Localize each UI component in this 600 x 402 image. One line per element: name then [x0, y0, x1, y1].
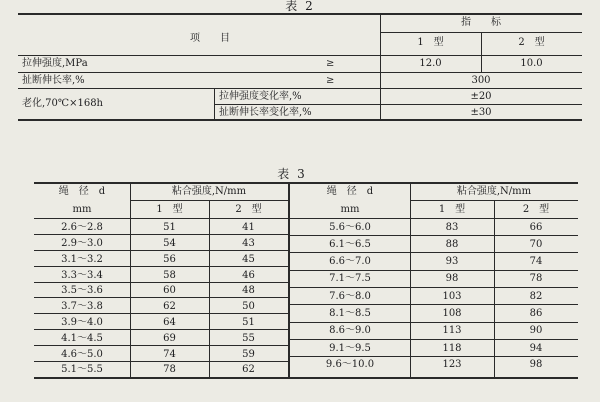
table3-right-d: 9.1～9.5 [329, 343, 371, 354]
table3-left-dia-label: 绳 径 d [58, 186, 106, 197]
table3-right-d: 9.6～10.0 [325, 359, 375, 370]
table3-left-t1: 62 [163, 301, 176, 312]
table3-left-t2: 45 [242, 254, 255, 265]
table3-row-rule [34, 297, 288, 298]
table3-right-t1: 118 [442, 343, 462, 354]
table3-left-d: 3.9～4.0 [61, 317, 103, 328]
table3-row-rule [34, 313, 288, 314]
table2-row1-rule [18, 72, 582, 73]
table3-left-t2: 55 [242, 333, 255, 344]
table3-right-t2: 70 [529, 239, 543, 250]
table2-aging-split [214, 104, 582, 105]
table3-right-d: 8.1～8.5 [329, 308, 371, 319]
table3-right-d: 8.6～9.0 [329, 325, 371, 336]
table3-left-t2: 50 [242, 301, 255, 312]
table3-right-t1: 108 [442, 308, 462, 319]
table3-right-t1: 83 [445, 222, 459, 233]
table3-right-d: 6.1～6.5 [329, 239, 371, 250]
table3-caption: 表 3 [277, 167, 307, 181]
table2-aging-sub1: 拉伸强度变化率,% [219, 91, 302, 102]
table3-left-d: 4.1～4.5 [61, 333, 103, 344]
table3-right-type1: 1 型 [438, 204, 466, 215]
table3-left-d: 3.1～3.2 [61, 254, 103, 265]
table3-left-d: 5.1～5.5 [61, 364, 103, 375]
table3-left-d: 3.5～3.6 [61, 285, 103, 296]
table3-header-rule [34, 218, 578, 219]
table3-right-t2: 66 [529, 222, 543, 233]
table3-left-t1: 64 [163, 317, 176, 328]
table3-right-d: 6.6～7.0 [329, 256, 371, 267]
table2-aging-sub2-value: ±30 [470, 107, 492, 118]
table3-left-t2: 41 [242, 222, 255, 233]
table3-left-strength-label: 粘合强度,N/mm [171, 186, 247, 197]
table3-right-t2: 98 [529, 359, 543, 370]
table3-row-rule [290, 356, 578, 357]
table2-row2-sign: ≥ [326, 75, 335, 86]
table3-left-t2: 43 [242, 238, 255, 249]
table3-right-d: 7.6～8.0 [329, 291, 371, 302]
table3-right-type2: 2 型 [522, 204, 550, 215]
table3-left-type1: 1 型 [156, 204, 183, 215]
table3-left-t2: 51 [242, 317, 255, 328]
table2-row2-value: 300 [471, 75, 491, 86]
table3-left-unit: mm [72, 204, 92, 215]
table2-type2: 2 型 [518, 37, 545, 48]
table3-left-t1: 56 [163, 254, 176, 265]
table2-header-rule [18, 55, 582, 56]
table3-row-rule [34, 345, 288, 346]
table3-right-strength-label: 粘合强度,N/mm [456, 186, 532, 197]
table3-left-type2: 2 型 [235, 204, 262, 215]
table3-right-t1: 123 [442, 359, 462, 370]
table3-right-t2: 94 [529, 343, 543, 354]
table3-row-rule [290, 235, 578, 236]
table3-left-d: 4.6～5.0 [61, 349, 103, 360]
table3-right-t1: 88 [445, 239, 459, 250]
table3-left-t1: 58 [163, 270, 176, 281]
table2-row1-sign: ≥ [326, 58, 335, 69]
table3-left-t2: 48 [242, 285, 255, 296]
table2-row2-rule [18, 88, 582, 89]
table3-right-t1: 93 [445, 256, 459, 267]
table2-row1-v2: 10.0 [520, 58, 543, 69]
table3-row-rule [290, 252, 578, 253]
table3-right-dia-label: 绳 径 d [326, 186, 374, 197]
table3-left-t1: 69 [163, 333, 176, 344]
table3-row-rule [34, 361, 288, 362]
table3-right-t2: 74 [529, 256, 543, 267]
table3-right-unit: mm [340, 204, 360, 215]
table3-row-rule [34, 266, 288, 267]
table3-row-rule [34, 250, 288, 251]
table3-row-rule [34, 234, 288, 235]
table3-row-rule [290, 270, 578, 271]
table2-bottom-rule [18, 119, 582, 121]
table2-item-header: 项 目 [190, 33, 230, 44]
table2-type1: 1 型 [417, 37, 444, 48]
table3-right-t2: 86 [529, 308, 543, 319]
table3-left-t1: 51 [163, 222, 176, 233]
table3-left-t2: 59 [242, 349, 255, 360]
table3-top-rule [34, 182, 578, 184]
table3-left-t1: 74 [163, 349, 176, 360]
table2-aging-label: 老化,70℃×168h [22, 98, 103, 109]
table2-aging-sub1-value: ±20 [470, 91, 492, 102]
table3-row-rule [290, 304, 578, 305]
table2-row2-label: 扯断伸长率,% [22, 75, 85, 86]
table3-left-t2: 46 [242, 270, 255, 281]
table2-aging-sub2: 扯断伸长率变化率,% [219, 107, 312, 118]
table2-row1-label: 拉伸强度,MPa [22, 58, 88, 69]
table3-left-t1: 78 [163, 364, 176, 375]
table3-right-t2: 78 [529, 273, 543, 284]
table3-row-rule [34, 282, 288, 283]
table2-caption: 表 2 [285, 0, 315, 13]
table2-row1-v1: 12.0 [419, 58, 442, 69]
table3-left-t1: 54 [163, 238, 176, 249]
table3-right-t2: 82 [529, 291, 543, 302]
table3-left-t2: 62 [242, 364, 255, 375]
table3-left-d: 2.9～3.0 [61, 238, 103, 249]
table3-row-rule [290, 287, 578, 288]
table3-left-d: 3.3～3.4 [61, 270, 103, 281]
table3-right-t2: 90 [529, 325, 543, 336]
table3-right-t1: 113 [442, 325, 462, 336]
table3-row-rule [34, 329, 288, 330]
table2-index-header: 指 标 [461, 17, 501, 28]
table3-bottom-rule [34, 377, 578, 379]
table3-right-t1: 103 [442, 291, 462, 302]
table3-right-t1: 98 [445, 273, 459, 284]
table3-row-rule [290, 339, 578, 340]
table2-top-rule [18, 13, 582, 15]
table3-right-d: 7.1～7.5 [329, 273, 371, 284]
table3-right-d: 5.6～6.0 [329, 222, 371, 233]
table3-left-t1: 60 [163, 285, 176, 296]
table3-row-rule [290, 322, 578, 323]
table3-left-d: 3.7～3.8 [61, 301, 103, 312]
table3-left-d: 2.6～2.8 [61, 222, 103, 233]
